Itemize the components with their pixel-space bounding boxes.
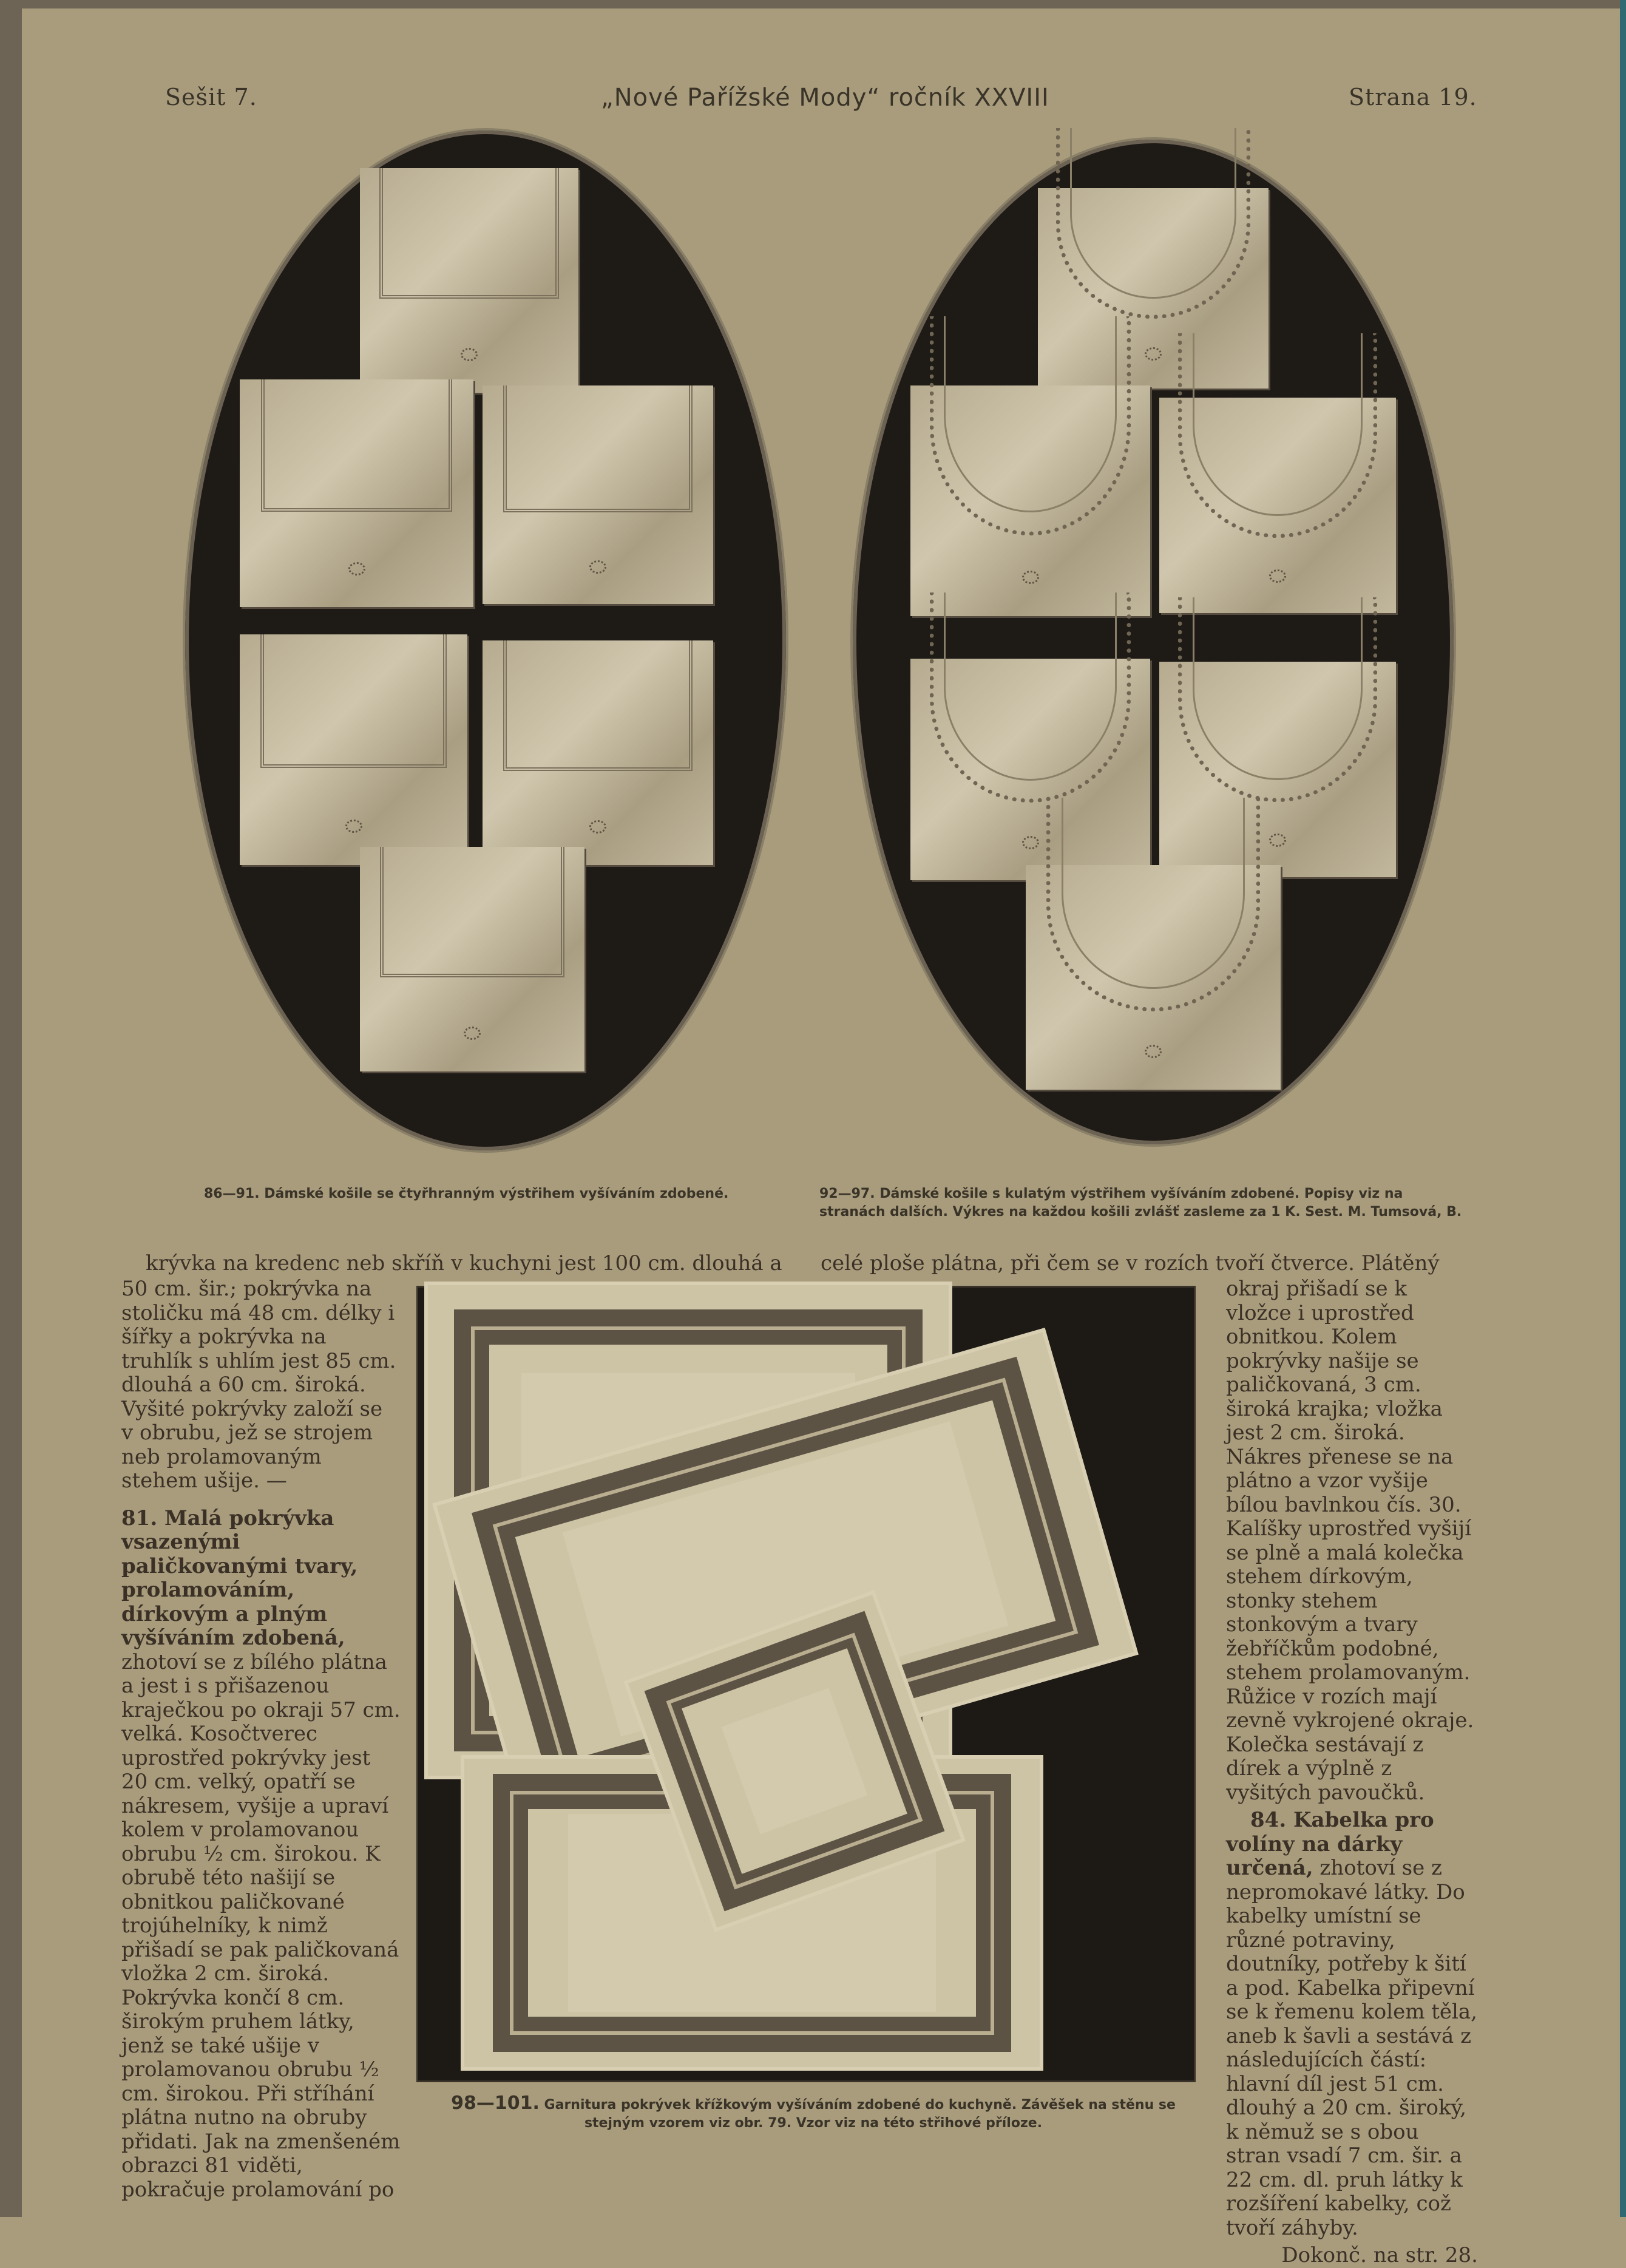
article-heading-84: 84. Kabelka pro volíny na dárky určená, — [1226, 1808, 1434, 1880]
continued-note: Dokonč. na str. 28. — [1281, 2243, 1478, 2267]
blouse-88 — [483, 385, 713, 604]
caption-figures-98-101 — [425, 2094, 1202, 2133]
photo-square-neck-blouses — [185, 131, 786, 1150]
article-paragraph-81 — [121, 1507, 401, 2202]
caption-figures-86-91: 86—91. Dámské košile se čtyřhranným výstřihem vyšíváním zdobené. — [204, 1186, 729, 1201]
photo-round-neck-blouses — [853, 140, 1454, 1144]
caption-figure-text: Garnitura pokrývek křížkovým vyšíváním zdobené do kuchyně. Závěšek na stěnu se stejným vzorem viz obr. 79. Vzor viz na této střihové příloze. — [544, 2097, 1176, 2131]
blouse-93 — [910, 385, 1150, 616]
page-right-edge — [1620, 0, 1626, 2217]
page-top-edge — [0, 0, 1626, 8]
blouse-86 — [360, 168, 578, 393]
article-paragraph-84 — [1226, 1808, 1478, 2240]
photo-kitchen-covers — [416, 1286, 1196, 2082]
blouse-91 — [360, 847, 584, 1071]
article-paragraph: 50 cm. šir.; pokrývka na stoličku má 48 cm. délky i šířky a pokrývka na truhlík s uhlím jest 85 cm. dlouhá a 60 cm. široká. Vyšité pokrývky založí se v obrubu, jež se strojem neb prolamovaným stehem ušije. — — [121, 1277, 396, 1493]
blouse-90 — [483, 640, 713, 865]
article-paragraph: okraj přišadí se k vložce i uprostřed obnitkou. Kolem pokrývky našije se paličkovaná, 3 cm. široká krajka; vložka jest 2 cm. široká. Nákres přenese se na plátno a vzor vyšije bílou bavlnkou čís. 30. Kalíšky uprostřed vyšijí se plně a malá kolečka stehem dírkovým, stonky stehem stonkovým a tvary žebříčkům podobné, stehem prolamovaným. Růžice v rozích mají zevně vykrojené okraje. Kolečka sestávají z dírek a výplně z vyšitých pavoučků. — [1226, 1277, 1474, 1805]
article-top-line-left: krývka na kredenc neb skříň v kuchyni jest 100 cm. dlouhá a — [146, 1251, 782, 1275]
article-text-81: zhotoví se z bílého plátna a jest i s přišazenou kraječkou po okraji 57 cm. velká. Kosočtverec uprostřed pokrývky jest 20 cm. velký, opatří se nákresem, vyšije a upraví kolem v prolamovanou obrubu ½ cm. širokou. K obrubě této našijí se obnitkou paličkované trojúhelníky, k nimž přišadí se pak paličkovaná vložka 2 cm. široká. Pokrývka končí 8 cm. širokým pruhem látky, jenž se také ušije v prolamovanou obrubu ½ cm. širokou. Při stříhání plátna nutno na obruby přidati. Jak na zmenšeném obrazci 81 viděti, pokračuje prolamování po — [121, 1649, 401, 2202]
article-text-84: zhotoví se z nepromokavé látky. Do kabelky umístní se různé potraviny, doutníky, potřeby k šití a pod. Kabelka připevní se k řemenu kolem těla, aneb k šavli a sestává z následujících částí: hlavní díl jest 51 cm. dlouhý a 20 cm. široký, k němuž se s obou stran vsadí 7 cm. šir. a 22 cm. dl. pruh látky k rozšíření kabelky, což tvoří záhyby. — [1226, 1856, 1477, 2240]
blouse-87 — [240, 379, 473, 607]
blouse-89 — [240, 634, 467, 865]
blouse-94 — [1159, 398, 1396, 613]
header-issue: Sešit 7. — [165, 84, 257, 110]
article-top-line-right: celé ploše plátna, při čem se v rozích tvoří čtverce. Plátěný — [821, 1251, 1440, 1275]
article-left-column — [121, 1277, 401, 2202]
page-binding-edge — [0, 0, 22, 2217]
header-magazine-title: „Nové Pařížské Mody“ ročník XXVIII — [601, 84, 1049, 112]
caption-figure-number: 98—101. — [451, 2093, 540, 2114]
article-heading-81: 81. Malá pokrývka vsazenými paličkovanými tvary, prolamováním, dírkovým a plným vyšíváním zdobená, — [121, 1506, 358, 1650]
blouse-97 — [1026, 865, 1281, 1090]
header-page-number: Strana 19. — [1349, 84, 1477, 110]
article-right-column — [1226, 1277, 1478, 2268]
caption-figures-92-97: 92—97. Dámské košile s kulatým výstřihem vyšíváním zdobené. Popisy viz na stranách dalších. Výkres na každou košili zvlášť zasleme za 1 K. Sest. M. Tumsová, B. — [819, 1186, 1462, 1220]
